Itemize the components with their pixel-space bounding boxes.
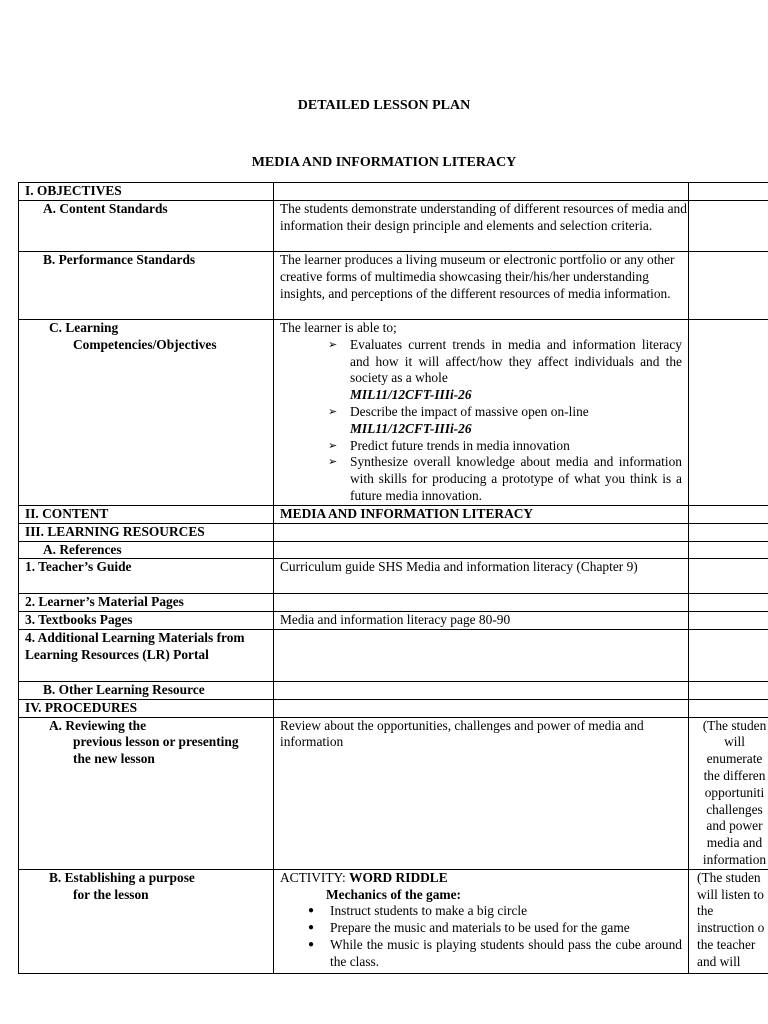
list-item: ➢ Describe the impact of massive open on-line MIL11/12CFT-IIIi-26 [350, 404, 688, 438]
reviewing-label-line2: previous lesson or presenting [73, 734, 239, 750]
table-row [19, 183, 768, 201]
textbooks-label: 3. Textbooks Pages [19, 612, 274, 630]
arrow-bullet-icon: ➢ [328, 338, 338, 351]
reviewing-student-response: (The studen will enumerate the differen opportuniti challenges and power media and information [689, 717, 768, 869]
activity-line: ACTIVITY: WORD RIDDLE [280, 869, 448, 885]
additional-materials-label: 4. Additional Learning Materials from Learning Resources (LR) Portal [19, 629, 274, 681]
document-subtitle: MEDIA AND INFORMATION LITERACY [251, 155, 517, 170]
procedures-heading: IV. PROCEDURES [19, 699, 274, 717]
table-row [19, 629, 768, 681]
reviewing-text: Review about the opportunities, challenges and power of media and information [274, 717, 689, 869]
reviewing-label-line3: the new lesson [73, 751, 155, 767]
bullet-icon: ● [308, 922, 315, 934]
references-label: A. References [19, 541, 274, 559]
table-row [19, 717, 768, 869]
competencies-intro: The learner is able to; [280, 320, 397, 335]
learning-resources-heading: III. LEARNING RESOURCES [19, 523, 274, 541]
competencies-content [274, 320, 689, 506]
list-item: ➢ Predict future trends in media innovation [328, 437, 570, 453]
table-row [19, 594, 768, 612]
purpose-student-response: (The studen will listen to the instruction o the teacher and will [689, 869, 768, 973]
document-title: DETAILED LESSON PLAN [297, 98, 471, 113]
list-item: ● Prepare the music and materials to be used for the game [308, 920, 630, 936]
table-row [19, 869, 768, 973]
arrow-bullet-icon: ➢ [328, 439, 338, 452]
learners-material-label: 2. Learner’s Material Pages [19, 594, 274, 612]
content-standards-text: The students demonstrate understanding of different resources of media and information their design principle and elements and selection criteria. [274, 201, 689, 252]
mechanics-list [280, 903, 688, 970]
competencies-label-line1: C. Learning [49, 320, 119, 335]
performance-standards-label: B. Performance Standards [19, 252, 274, 320]
reviewing-label-line1: A. Reviewing the [49, 717, 147, 733]
list-item: ● Instruct students to make a big circle [308, 903, 528, 919]
competencies-label-line2: Competencies/Objectives [73, 336, 217, 352]
table-row [19, 699, 768, 717]
teachers-guide-text: Curriculum guide SHS Media and information literacy (Chapter 9) [274, 559, 689, 594]
table-row [19, 541, 768, 559]
list-item: ➢ Evaluates current trends in media and information literacy and how it will affect/how they affect individuals and the society as a whole MIL11/12CFT-IIIi-26 [328, 336, 682, 403]
content-label: II. CONTENT [19, 505, 274, 523]
table-row [19, 252, 768, 320]
list-item: ● While the music is playing students should pass the cube around the class. [308, 936, 682, 969]
purpose-label-line1: B. Establishing a purpose [49, 869, 195, 885]
arrow-bullet-icon: ➢ [328, 456, 338, 469]
mechanics-heading: Mechanics of the game: [326, 886, 461, 902]
purpose-label [19, 869, 274, 973]
competencies-label [19, 320, 274, 506]
purpose-label-line2: for the lesson [73, 886, 149, 902]
table-row [19, 320, 768, 506]
table-row [19, 201, 768, 252]
table-row [19, 559, 768, 594]
table-row [19, 523, 768, 541]
table-row [19, 681, 768, 699]
content-text: MEDIA AND INFORMATION LITERACY [274, 505, 689, 523]
bullet-icon: ● [308, 905, 315, 917]
competency-code: MIL11/12CFT-IIIi-26 [350, 420, 472, 436]
textbooks-text: Media and information literacy page 80-90 [274, 612, 689, 630]
purpose-content [274, 869, 689, 973]
objectives-heading: I. OBJECTIVES [19, 183, 274, 201]
list-item: ➢ Synthesize overall knowledge about media and information with skills for producing a prototype of what you think is a future media innovation. [328, 454, 682, 503]
bullet-icon: ● [308, 938, 315, 950]
reviewing-label [19, 717, 274, 869]
teachers-guide-label: 1. Teacher’s Guide [19, 559, 274, 594]
competencies-list [280, 337, 688, 505]
table-row [19, 612, 768, 630]
table-row [19, 505, 768, 523]
performance-standards-text: The learner produces a living museum or electronic portfolio or any other creative forms of multimedia showcasing their/his/her understanding insights, and perceptions of the different resources of media information. [274, 252, 689, 320]
content-standards-label: A. Content Standards [19, 201, 274, 252]
arrow-bullet-icon: ➢ [328, 405, 338, 418]
competency-code: MIL11/12CFT-IIIi-26 [350, 387, 472, 403]
other-resource-label: B. Other Learning Resource [19, 681, 274, 699]
lesson-plan-table [18, 182, 768, 974]
